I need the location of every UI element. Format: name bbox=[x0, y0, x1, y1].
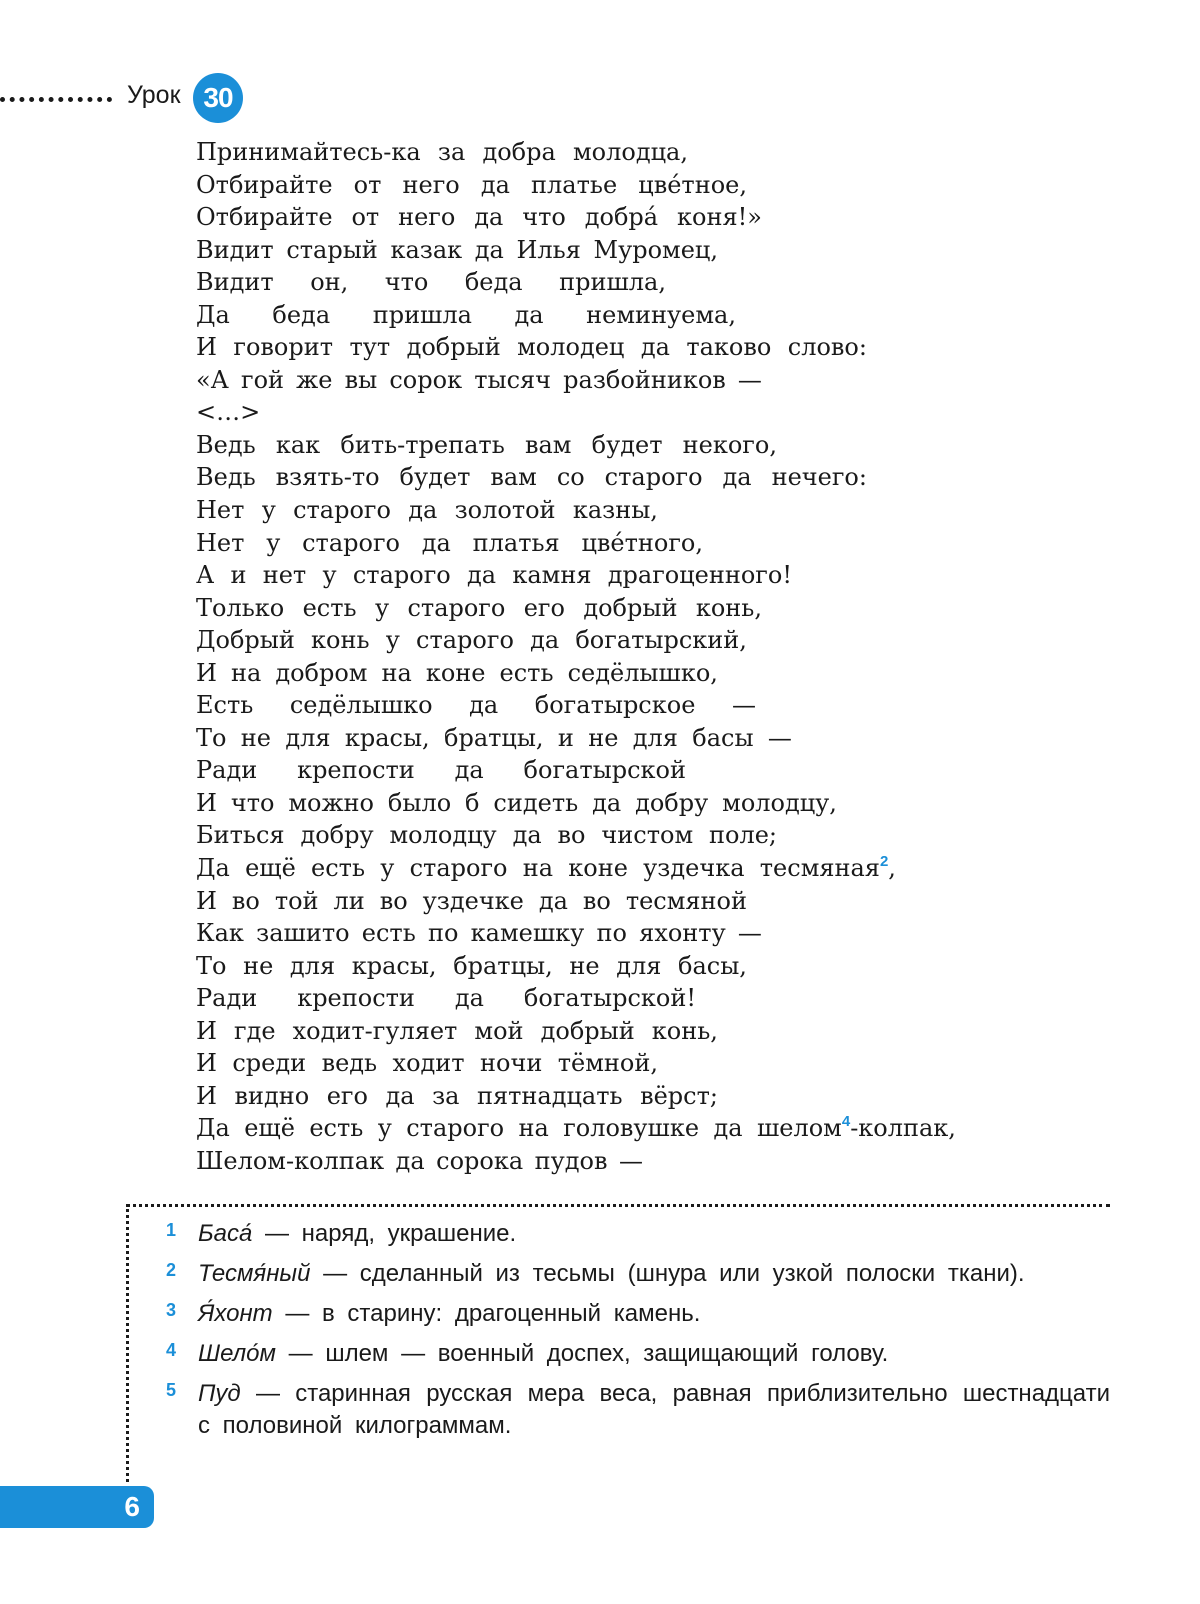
poem-word: молодцу, bbox=[722, 788, 837, 817]
poem-word: ведь bbox=[321, 1049, 378, 1078]
poem-word: что bbox=[522, 203, 566, 232]
poem-word: коне bbox=[425, 658, 486, 687]
poem-word: То bbox=[196, 723, 227, 752]
poem-word: слово: bbox=[787, 333, 867, 362]
poem-word: да bbox=[474, 235, 504, 264]
poem-word: для bbox=[632, 723, 678, 752]
poem-word: богатырской! bbox=[523, 984, 696, 1013]
poem-word: Нет bbox=[196, 528, 245, 557]
poem-word: красы, bbox=[344, 723, 430, 752]
footnote-term: Пуд bbox=[198, 1380, 241, 1407]
poem-word: старого bbox=[416, 626, 514, 655]
poem-word: басы bbox=[692, 723, 754, 752]
poem-word: пришла, bbox=[559, 268, 666, 297]
poem-word: Есть bbox=[196, 691, 254, 720]
poem-word: на bbox=[230, 658, 262, 687]
poem-word: сидеть bbox=[493, 788, 579, 817]
footnote-item bbox=[166, 1338, 1110, 1370]
poem-word: нечего: bbox=[771, 463, 867, 492]
poem-word: беда bbox=[464, 268, 523, 297]
poem-word: б bbox=[465, 788, 480, 817]
poem-word: тысяч bbox=[474, 365, 552, 394]
poem-word: цве́тного, bbox=[581, 528, 703, 557]
poem-word: да bbox=[467, 561, 497, 590]
poem-word: некого, bbox=[682, 430, 777, 459]
poem-word: седёлышко, bbox=[567, 658, 718, 687]
poem-word: старого bbox=[604, 463, 703, 492]
poem-word: не bbox=[588, 723, 619, 752]
poem-word: Ведь bbox=[196, 430, 256, 459]
poem-word: у bbox=[266, 528, 281, 557]
poem-word: молодца, bbox=[573, 138, 688, 166]
poem-word: у bbox=[322, 561, 337, 590]
poem-word: во bbox=[379, 886, 408, 915]
poem-line bbox=[196, 527, 703, 560]
poem-word: Ведь bbox=[196, 463, 256, 492]
poem-word: вёрст; bbox=[640, 1081, 718, 1110]
poem-word: добру bbox=[300, 821, 374, 850]
poem-line bbox=[196, 852, 896, 885]
footnote-item bbox=[166, 1378, 1110, 1442]
poem-word: на bbox=[381, 658, 412, 687]
poem-word: Да bbox=[196, 854, 230, 883]
poem-word: разбойников bbox=[563, 365, 726, 394]
poem-word: сорок bbox=[389, 365, 463, 394]
poem-word: И bbox=[196, 886, 217, 915]
poem-word: от bbox=[353, 170, 382, 199]
poem-word: яхонту bbox=[639, 919, 726, 948]
poem-word: он, bbox=[310, 268, 349, 297]
poem-word: у bbox=[385, 626, 400, 655]
poem-word: его bbox=[523, 593, 565, 622]
poem-word: И bbox=[196, 1016, 217, 1045]
footnote-definition: — сделанный из тесьмы (шнура или узкой полоски ткани). bbox=[323, 1260, 1025, 1287]
poem-word: будет bbox=[591, 430, 663, 459]
footnote-item bbox=[166, 1298, 1110, 1330]
footnote-definition: — в старину: драгоценный камень. bbox=[285, 1300, 701, 1327]
poem-word: Как bbox=[196, 919, 244, 948]
poem-word: у bbox=[380, 854, 395, 883]
footnote-number: 2 bbox=[166, 1260, 177, 1280]
poem-word: Только bbox=[196, 593, 285, 622]
poem-word: да bbox=[713, 1114, 743, 1143]
poem-word: да bbox=[474, 203, 504, 232]
poem-word: ночи bbox=[480, 1049, 543, 1078]
poem-word: богатырское bbox=[534, 691, 696, 720]
poem-word: у bbox=[377, 1114, 392, 1143]
poem-line bbox=[196, 917, 762, 950]
poem-line bbox=[196, 169, 747, 202]
poem-line bbox=[196, 1047, 658, 1080]
poem-line bbox=[196, 1145, 643, 1178]
poem-word: по bbox=[427, 919, 459, 948]
poem-word: за bbox=[437, 138, 466, 166]
poem-word: взять-то bbox=[275, 463, 380, 492]
poem-word: Видит bbox=[196, 235, 274, 264]
poem-line bbox=[196, 396, 276, 429]
poem-word: по bbox=[596, 919, 627, 948]
poem-word: добра́ bbox=[584, 203, 659, 232]
poem-word: старый bbox=[286, 235, 378, 264]
poem-word: камня bbox=[512, 561, 592, 590]
footnote-item bbox=[166, 1218, 1110, 1250]
footnote-definition: — шлем — военный доспех, защищающий голову. bbox=[288, 1340, 889, 1367]
poem-word: беда bbox=[272, 300, 331, 329]
poem-word: Ради bbox=[196, 984, 258, 1013]
poem-word: зашито bbox=[256, 919, 350, 948]
poem-word: той bbox=[274, 886, 319, 915]
poem-word: поле; bbox=[709, 821, 777, 850]
poem-word: есть bbox=[499, 658, 554, 687]
poem-word: для bbox=[285, 723, 331, 752]
poem-word: драгоценного! bbox=[607, 561, 792, 590]
poem-line bbox=[196, 950, 747, 983]
poem-word: Отбирайте bbox=[196, 203, 333, 232]
poem-word: сорока bbox=[436, 1146, 524, 1175]
page-number: 6 bbox=[124, 1491, 140, 1522]
poem-word: было bbox=[387, 788, 452, 817]
poem-word: добрый bbox=[406, 333, 501, 362]
poem-word: видно bbox=[234, 1081, 310, 1110]
poem-word: добру bbox=[635, 788, 709, 817]
poem-word: да bbox=[538, 886, 568, 915]
poem-word: «А bbox=[196, 365, 229, 394]
poem-word: конь, bbox=[651, 1016, 718, 1045]
poem-word: Биться bbox=[196, 821, 285, 850]
poem-word: И bbox=[196, 1049, 217, 1078]
poem-line bbox=[196, 429, 777, 462]
poem-word: седёлышко bbox=[289, 691, 433, 720]
footnote-term: Тесмя́ный bbox=[198, 1260, 311, 1287]
poem-word: ли bbox=[333, 886, 365, 915]
poem-word: да bbox=[480, 170, 510, 199]
poem-word: можно bbox=[288, 788, 374, 817]
poem-word: да bbox=[530, 626, 560, 655]
poem-word: таково bbox=[686, 333, 772, 362]
poem-word: на bbox=[522, 854, 554, 883]
poem-word: крепости bbox=[297, 756, 415, 785]
poem-word: конь bbox=[311, 626, 370, 655]
poem-word: вам bbox=[490, 463, 537, 492]
poem-word: у bbox=[374, 593, 390, 622]
poem-word: его bbox=[326, 1081, 368, 1110]
poem-line bbox=[196, 722, 792, 755]
poem-text bbox=[196, 136, 1116, 1178]
poem-word: коне bbox=[568, 854, 628, 883]
poem-word: камешку bbox=[470, 919, 585, 948]
poem-word: платье bbox=[531, 170, 618, 199]
lesson-header bbox=[0, 70, 400, 126]
poem-word: будет bbox=[399, 463, 471, 492]
footnote-term: Шело́м bbox=[198, 1340, 276, 1367]
poem-word: для bbox=[289, 951, 336, 980]
poem-line bbox=[196, 299, 736, 332]
poem-word: красы, bbox=[351, 951, 437, 980]
poem-line bbox=[196, 136, 688, 169]
poem-line bbox=[196, 331, 867, 364]
poem-line bbox=[196, 689, 756, 722]
poem-word: не bbox=[569, 951, 600, 980]
poem-word: у bbox=[261, 496, 276, 525]
poem-word: да bbox=[395, 1146, 425, 1175]
poem-word: Илья bbox=[516, 235, 581, 264]
poem-word: него bbox=[398, 203, 456, 232]
poem-word: на bbox=[518, 1114, 549, 1143]
poem-word: вы bbox=[344, 365, 378, 394]
poem-word: не bbox=[240, 723, 271, 752]
header-dotted-rule bbox=[0, 97, 112, 102]
poem-word: старого bbox=[352, 561, 451, 590]
poem-word: за bbox=[432, 1081, 460, 1110]
poem-word: Добрый bbox=[196, 626, 295, 655]
poem-word: уздечке bbox=[422, 886, 524, 915]
poem-word: старого bbox=[409, 854, 508, 883]
poem-word: — bbox=[618, 1146, 643, 1175]
poem-line bbox=[196, 461, 867, 494]
poem-word: братцы, bbox=[444, 723, 544, 752]
poem-line bbox=[196, 592, 762, 625]
poem-word: во bbox=[582, 886, 611, 915]
poem-word: добра bbox=[482, 138, 556, 166]
poem-word: И bbox=[196, 1081, 217, 1110]
poem-word: во bbox=[557, 821, 586, 850]
poem-word: гой bbox=[241, 365, 285, 394]
poem-word: добрый bbox=[540, 1016, 635, 1045]
poem-word: Отбирайте bbox=[196, 170, 333, 199]
poem-word: конь, bbox=[695, 593, 762, 622]
poem-word: То bbox=[196, 951, 227, 980]
poem-word: пятнадцать bbox=[476, 1081, 623, 1110]
poem-word: Да bbox=[196, 1114, 230, 1143]
poem-word: да bbox=[512, 821, 542, 850]
poem-word: говорит bbox=[233, 333, 333, 362]
footnote-term: Баса́ bbox=[198, 1220, 253, 1247]
poem-word: да bbox=[514, 300, 544, 329]
poem-word: братцы, bbox=[453, 951, 553, 980]
footnote-divider bbox=[126, 1204, 1110, 1207]
poem-word: же bbox=[296, 365, 333, 394]
poem-word: тесмяной bbox=[625, 886, 747, 915]
poem-word: него bbox=[402, 170, 460, 199]
lesson-number-badge: 30 bbox=[193, 73, 243, 123]
poem-word: тесмяная$^2$, bbox=[759, 853, 896, 883]
poem-word: басы, bbox=[678, 951, 747, 980]
poem-word: — bbox=[767, 723, 792, 752]
poem-word: старого bbox=[407, 593, 506, 622]
poem-word: казак bbox=[390, 235, 463, 264]
poem-word: цве́тное, bbox=[638, 170, 747, 199]
poem-word: молодцу bbox=[389, 821, 497, 850]
poem-line bbox=[196, 494, 658, 527]
poem-word: что bbox=[384, 268, 429, 297]
footnote-number: 3 bbox=[166, 1300, 177, 1320]
poem-word: да bbox=[454, 756, 484, 785]
poem-line bbox=[196, 787, 837, 820]
poem-word: да bbox=[640, 333, 670, 362]
footnote-item bbox=[166, 1258, 1110, 1290]
lesson-label: Урок bbox=[127, 81, 181, 109]
poem-word: мой bbox=[474, 1016, 524, 1045]
poem-word: пришла bbox=[372, 300, 472, 329]
poem-line bbox=[196, 1015, 718, 1048]
poem-word: нет bbox=[262, 561, 307, 590]
poem-word: есть bbox=[309, 1114, 364, 1143]
poem-word: Шелом-колпак bbox=[196, 1146, 385, 1175]
poem-line bbox=[196, 234, 718, 267]
poem-word: А bbox=[196, 561, 215, 590]
poem-word: во bbox=[231, 886, 260, 915]
poem-word: добром bbox=[275, 658, 368, 687]
poem-word: Ради bbox=[196, 756, 258, 785]
poem-word: уздечка bbox=[643, 854, 745, 883]
poem-word: что bbox=[230, 788, 275, 817]
footnote-term: Я́хонт bbox=[198, 1300, 273, 1327]
poem-word: не bbox=[243, 951, 274, 980]
poem-word: казны, bbox=[572, 496, 658, 525]
poem-word: как bbox=[275, 430, 321, 459]
poem-line bbox=[196, 982, 696, 1015]
poem-word: ходит-гуляет bbox=[292, 1016, 458, 1045]
poem-word: молодец bbox=[517, 333, 625, 362]
poem-word: да bbox=[421, 528, 451, 557]
poem-word: И bbox=[196, 788, 217, 817]
poem-word: Видит bbox=[196, 268, 274, 297]
poem-word: богатырский, bbox=[575, 626, 747, 655]
poem-word: вам bbox=[524, 430, 572, 459]
poem-line bbox=[196, 201, 762, 234]
page-number-tab bbox=[0, 1486, 154, 1528]
footnote-number: 4 bbox=[166, 1340, 177, 1360]
poem-word: шелом$^4$-колпак, bbox=[756, 1113, 956, 1143]
poem-word: со bbox=[556, 463, 585, 492]
footnote-side-rule bbox=[126, 1204, 129, 1482]
poem-line bbox=[196, 754, 686, 787]
poem-word: тёмной, bbox=[557, 1049, 658, 1078]
poem-line bbox=[196, 624, 747, 657]
poem-word: ходит bbox=[392, 1049, 465, 1078]
poem-word: бить-трепать bbox=[340, 430, 505, 459]
poem-line bbox=[196, 657, 718, 690]
footnote-ref[interactable]: 4 bbox=[841, 1113, 851, 1131]
poem-word: <…> bbox=[196, 398, 261, 427]
poem-word: Нет bbox=[196, 496, 245, 525]
poem-line bbox=[196, 559, 792, 592]
poem-word: — bbox=[737, 365, 762, 394]
poem-word: пудов bbox=[534, 1146, 608, 1175]
poem-word: старого bbox=[302, 528, 400, 557]
poem-word: для bbox=[616, 951, 662, 980]
poem-word: — bbox=[731, 691, 756, 720]
poem-word: да bbox=[722, 463, 752, 492]
poem-word: есть bbox=[361, 919, 416, 948]
poem-word: где bbox=[234, 1016, 276, 1045]
poem-word: да bbox=[454, 984, 484, 1013]
poem-word: богатырской bbox=[523, 756, 686, 785]
poem-word: да bbox=[469, 691, 499, 720]
poem-word: да bbox=[592, 788, 622, 817]
poem-word: тут bbox=[349, 333, 391, 362]
poem-word: старого bbox=[293, 496, 391, 525]
poem-line bbox=[196, 819, 777, 852]
footnote-number: 5 bbox=[166, 1380, 177, 1400]
poem-word: Муромец, bbox=[593, 235, 718, 264]
poem-line bbox=[196, 266, 666, 299]
poem-line bbox=[196, 364, 762, 397]
poem-word: чистом bbox=[601, 821, 694, 850]
poem-word: от bbox=[351, 203, 380, 232]
poem-word: ещё bbox=[244, 1114, 295, 1143]
poem-line bbox=[196, 1080, 718, 1113]
poem-word: среди bbox=[232, 1049, 307, 1078]
footnote-number: 1 bbox=[166, 1220, 177, 1240]
poem-word: головушке bbox=[563, 1114, 700, 1143]
poem-line bbox=[196, 1112, 956, 1145]
footnote-definition: — наряд, украшение. bbox=[265, 1220, 517, 1247]
poem-word: — bbox=[737, 919, 762, 948]
poem-word: Принимайтесь-ка bbox=[196, 138, 421, 166]
footnote-ref[interactable]: 2 bbox=[879, 853, 889, 871]
footnotes-list bbox=[166, 1218, 1110, 1450]
poem-word: и bbox=[557, 723, 574, 752]
poem-word: старого bbox=[406, 1114, 505, 1143]
poem-word: да bbox=[408, 496, 438, 525]
poem-word: есть bbox=[302, 593, 357, 622]
poem-word: платья bbox=[472, 528, 560, 557]
poem-line bbox=[196, 885, 747, 918]
poem-word: И bbox=[196, 658, 217, 687]
poem-word: есть bbox=[311, 854, 366, 883]
footnote-definition: — старинная русская мера веса, равная приблизительно шестнадцати с половиной килограммам. bbox=[198, 1380, 1111, 1439]
poem-word: добрый bbox=[583, 593, 678, 622]
poem-word: золотой bbox=[454, 496, 556, 525]
poem-word: И bbox=[196, 333, 217, 362]
poem-word: ещё bbox=[245, 854, 296, 883]
poem-word: да bbox=[385, 1081, 415, 1110]
poem-word: и bbox=[230, 561, 247, 590]
poem-word: Да bbox=[196, 300, 230, 329]
poem-word: коня!» bbox=[677, 203, 762, 232]
poem-word: неминуема, bbox=[586, 300, 736, 329]
poem-word: крепости bbox=[297, 984, 415, 1013]
